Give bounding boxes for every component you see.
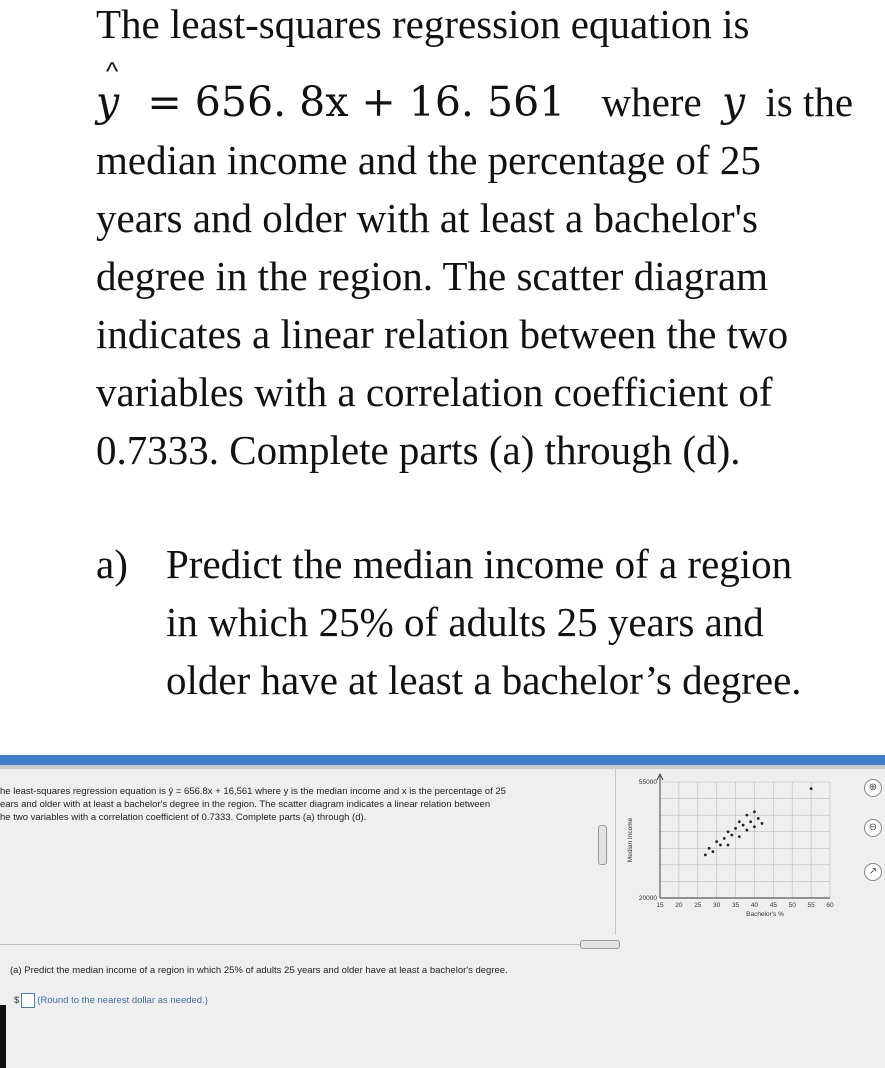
is-the-text: is the <box>765 79 854 125</box>
y-axis-label: Median Income <box>627 817 634 863</box>
scatter-point <box>742 824 745 827</box>
part-a-question: (a) Predict the median income of a region in which 25% of adults 25 years and older have at least a bachelor's degree. <box>10 965 508 976</box>
part-a-letter: a) <box>96 541 128 587</box>
scatter-point <box>753 810 756 813</box>
part-a-line-1: Predict the median income of a region <box>166 541 793 587</box>
problem-line-4: years and older with at least a bachelor's <box>96 195 758 241</box>
x-tick-label: 20 <box>675 902 683 909</box>
scatter-point <box>810 787 813 790</box>
where-text: where <box>601 79 702 125</box>
panel-horizontal-divider <box>0 944 600 945</box>
scatter-point <box>708 847 711 850</box>
panel-shadow <box>0 765 885 769</box>
scatter-point <box>727 830 730 833</box>
horizontal-resize-handle[interactable] <box>580 940 620 949</box>
problem-line-3: median income and the percentage of 25 <box>96 137 761 183</box>
problem-line-6: indicates a linear relation between the two <box>96 311 789 357</box>
scatter-point <box>711 850 714 853</box>
where-variable: y <box>721 78 746 126</box>
scatter-point <box>734 827 737 830</box>
y-tick-label: 55000 <box>638 779 657 786</box>
x-tick-label: 50 <box>788 902 796 909</box>
photo-edge <box>0 1005 6 1068</box>
scatter-point <box>753 825 756 828</box>
panel-line-1: he least-squares regression equation is ŷ = 656.8x + 16,561 where y is the median income and x is the percentage of 25 <box>0 786 506 797</box>
problem-line-5: degree in the region. The scatter diagram <box>96 253 769 299</box>
scatter-point <box>738 835 741 838</box>
x-tick-label: 60 <box>826 902 834 909</box>
scatter-point <box>761 822 764 825</box>
scatter-point <box>715 840 718 843</box>
panel-top-bar <box>0 755 885 765</box>
external-link-icon[interactable]: ↗ <box>864 863 882 881</box>
hat-symbol: ^ <box>106 56 119 86</box>
scatter-point <box>749 820 752 823</box>
homework-panel <box>0 755 885 1068</box>
panel-line-2: ears and older with at least a bachelor's degree in the region. The scatter diagram indicates a linear relation between <box>0 799 491 810</box>
panel-problem-text <box>0 785 610 824</box>
part-a-line-2: in which 25% of adults 25 years and <box>166 599 764 645</box>
problem-line-1: The least-squares regression equation is <box>96 1 750 47</box>
equation-y: y <box>96 78 120 126</box>
x-tick-label: 55 <box>807 902 815 909</box>
scatter-point <box>727 844 730 847</box>
x-tick-label: 30 <box>713 902 721 909</box>
problem-line-8: 0.7333. Complete parts (a) through (d). <box>96 427 741 473</box>
panel-line-3: he two variables with a correlation coefficient of 0.7333. Complete parts (a) through (d). <box>0 812 367 823</box>
equation-expression: = 656. 8x + 16. 561 <box>147 78 566 126</box>
x-tick-label: 25 <box>694 902 702 909</box>
x-tick-label: 45 <box>769 902 777 909</box>
scatter-point <box>745 814 748 817</box>
part-a-line-3: older have at least a bachelor’s degree. <box>166 657 802 703</box>
scatter-point <box>730 834 733 837</box>
dollar-sign: $ <box>14 995 20 1006</box>
zoom-in-icon[interactable]: ⊕ <box>864 779 882 797</box>
scatter-point <box>738 820 741 823</box>
zoom-out-icon[interactable]: ⊖ <box>864 819 882 837</box>
answer-row <box>14 993 208 1008</box>
y-tick-label: 20000 <box>638 895 657 902</box>
scatter-point <box>723 837 726 840</box>
x-tick-label: 15 <box>656 902 664 909</box>
scatter-chart <box>620 770 850 930</box>
scatter-point <box>757 817 760 820</box>
scatter-point <box>704 854 707 857</box>
rounding-hint: (Round to the nearest dollar as needed.) <box>37 995 208 1006</box>
scatter-point <box>719 844 722 847</box>
scatter-point <box>745 829 748 832</box>
vertical-resize-handle[interactable] <box>598 825 607 865</box>
x-axis-label: Bachelor's % <box>746 911 784 918</box>
x-tick-label: 35 <box>731 902 740 909</box>
x-tick-label: 40 <box>750 902 759 909</box>
equation-line <box>96 56 885 126</box>
problem-line-7: variables with a correlation coefficient of <box>96 369 773 415</box>
answer-input[interactable] <box>21 993 35 1008</box>
panel-vertical-divider <box>615 765 616 935</box>
